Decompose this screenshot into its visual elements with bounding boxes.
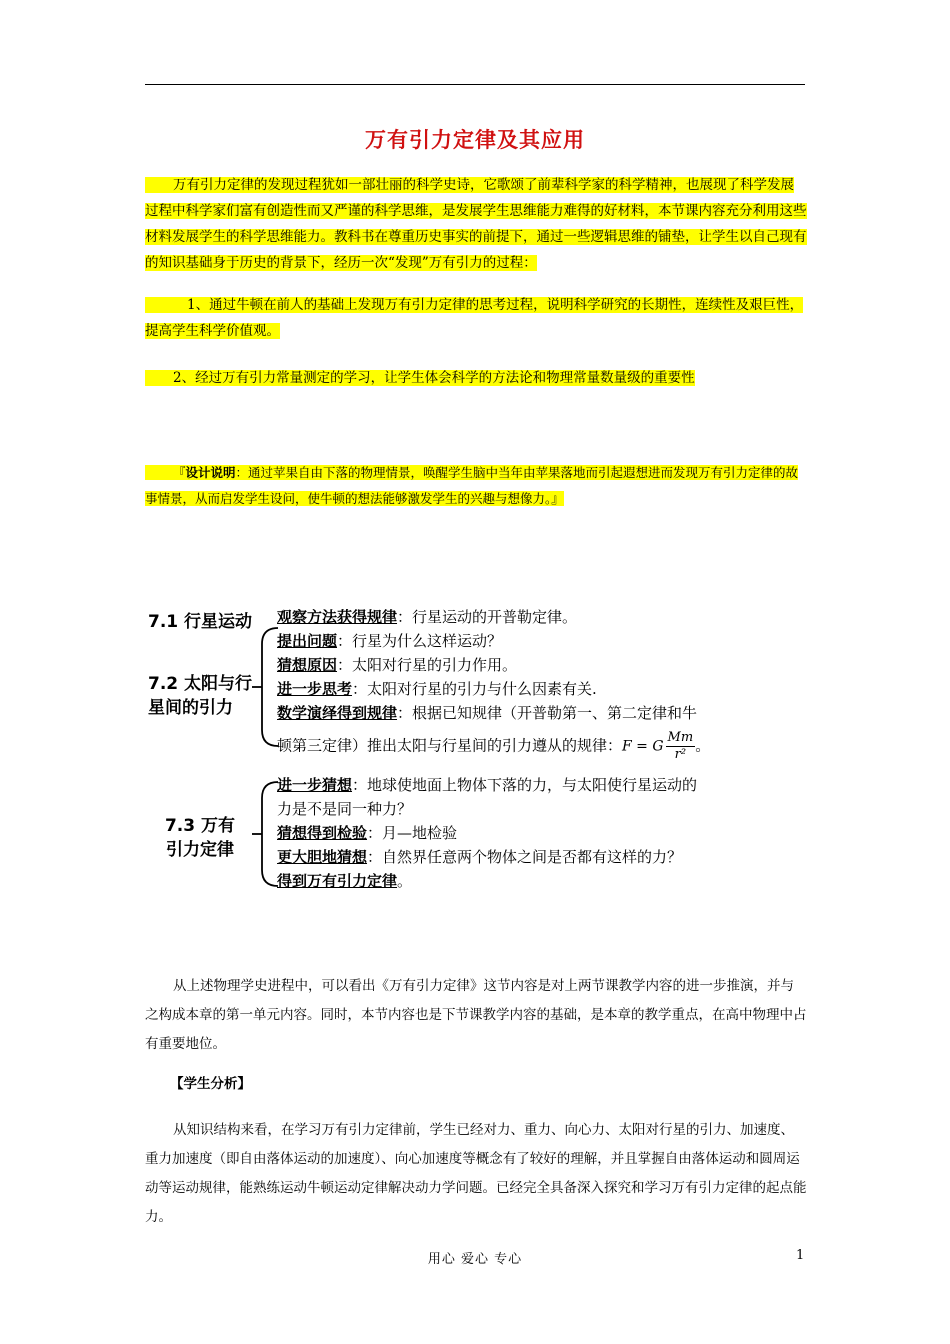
student-text: 从知识结构来看，在学习万有引力定律前，学生已经对力、重力、向心力、太阳对行星的引力、加速度、重力加速度（即自由落体运动的加速度）、向心加速度等概念有了较好的理解，并且掌握自由落体运动和圆周运动等运动规律，能熟练运动牛顿运动定律解决动力学问题。已经完全具备深入探究和学习万有引力定律的起点能力。 bbox=[145, 1122, 807, 1225]
design-label: 设计说明 bbox=[185, 465, 236, 480]
upper-brace bbox=[262, 628, 278, 746]
diagram-line-10: 更大胆地猜想：自然界任意两个物体之间是否都有这样的力？ bbox=[277, 848, 683, 866]
goal-2-paragraph bbox=[145, 365, 807, 391]
page-number: 1 bbox=[796, 1248, 805, 1263]
design-text: ：通过苹果自由下落的物理情景，唤醒学生脑中当年由苹果落地而引起遐想进而发现万有引力定律的故事情景，从而启发学生设问，使牛顿的想法能够激发学生的兴趣与想像力。』 bbox=[145, 465, 799, 506]
diagram-line-9: 猜想得到检验：月—地检验 bbox=[277, 824, 458, 842]
design-note bbox=[145, 460, 807, 512]
diagram-line-3: 猜想原因：太阳对行星的引力作用。 bbox=[277, 656, 518, 674]
diagram-line-7: 进一步猜想：地球使地面上物体下落的力，与太阳使行星运动的 bbox=[277, 776, 698, 794]
concept-diagram bbox=[140, 596, 820, 906]
goal-2-text: 2、经过万有引力常量测定的学习，让学生体会科学的方法论和物理常量数量级的重要性 bbox=[173, 370, 695, 386]
student-analysis-heading: 【学生分析】 bbox=[170, 1076, 251, 1092]
goal-1-text: 1、通过牛顿在前人的基础上发现万有引力定律的思考过程，说明科学研究的长期性，连续性及艰巨性，提高学生科学价值观。 bbox=[145, 297, 804, 339]
analysis-paragraph bbox=[145, 972, 807, 1059]
section-7-2-label: 7.2 太阳与行星间的引力 bbox=[148, 674, 253, 718]
intro-text: 万有引力定律的发现过程犹如一部壮丽的科学史诗，它歌颂了前辈科学家的科学精神，也展现了科学发展过程中科学家们富有创造性而又严谨的科学思维，是发展学生思维能力难得的好材料，本节课内容充分利用这些材料发展学生的科学思维能力。教科书在尊重历史事实的前提下，通过一些逻辑思维的铺垫，让学生以自己现有的知识基础身于历史的背景下，经历一次“发现”万有引力的过程： bbox=[145, 177, 807, 271]
diagram-line-1: 观察方法获得规律：行星运动的开普勒定律。 bbox=[277, 608, 578, 626]
section-7-1-label: 7.1 行星运动 bbox=[148, 612, 253, 632]
diagram-line-2: 提出问题：行星为什么这样运动？ bbox=[277, 632, 503, 650]
goal-1-paragraph bbox=[145, 292, 807, 344]
diagram-line-8: 力是不是同一种力？ bbox=[277, 800, 413, 818]
intro-paragraph bbox=[145, 172, 807, 276]
student-paragraph bbox=[145, 1116, 807, 1232]
diagram-line-11: 得到万有引力定律。 bbox=[277, 872, 413, 890]
diagram-line-6: 顿第三定律）推出太阳与行星间的引力遵从的规律：F = G $\frac{Mm}{\text{r²}}$ 。 bbox=[277, 730, 711, 762]
gravity-formula: F = G $\frac{Mm}{\text{r²}}$ bbox=[622, 730, 694, 762]
lower-brace bbox=[262, 782, 278, 886]
header-rule bbox=[145, 84, 805, 85]
section-7-3-label: 7.3 万有引力定律 bbox=[164, 816, 236, 860]
diagram-line-5: 数学演绎得到规律：根据已知规律（开普勒第一、第二定律和牛 bbox=[277, 704, 698, 722]
footer-motto: 用心 爱心 专心 bbox=[427, 1252, 523, 1267]
diagram-line-4: 进一步思考：太阳对行星的引力与什么因素有关. bbox=[277, 680, 597, 698]
document-title: 万有引力定律及其应用 bbox=[365, 128, 585, 152]
design-open: 『 bbox=[173, 465, 186, 480]
analysis-text: 从上述物理学史进程中，可以看出《万有引力定律》这节内容是对上两节课教学内容的进一步推演，并与之构成本章的第一单元内容。同时，本节内容也是下节课教学内容的基础，是本章的教学重点，在高中物理中占有重要地位。 bbox=[145, 978, 807, 1052]
